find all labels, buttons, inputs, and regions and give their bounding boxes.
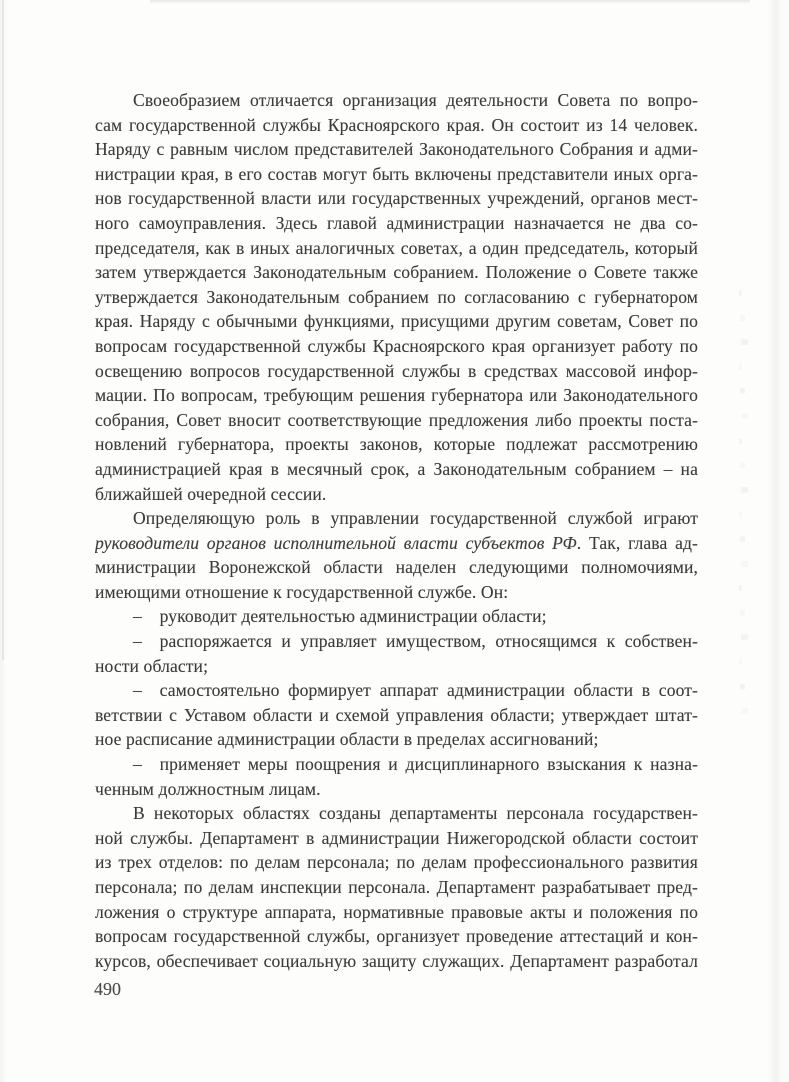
text-segment: председателя, как в иных аналогичных советах, а один председатель, который bbox=[95, 237, 698, 258]
scan-speckle bbox=[739, 511, 742, 517]
text-segment: из трех отделов: по делам персонала; по делам профессионального развития bbox=[95, 852, 698, 873]
scan-speckle bbox=[741, 708, 748, 714]
text-segment: курсов, обеспечивает социальную защиту служащих. Департамент разработал bbox=[95, 950, 698, 971]
text-line bbox=[95, 801, 698, 826]
text-line bbox=[95, 260, 698, 285]
text-line bbox=[95, 580, 698, 605]
text-line bbox=[95, 703, 698, 728]
text-line bbox=[95, 629, 698, 654]
scan-speckle bbox=[739, 290, 742, 296]
text-line bbox=[95, 432, 698, 457]
text-segment: мации. По вопросам, требующим решения губернатора или Законодательного bbox=[95, 385, 698, 406]
scan-speckle bbox=[739, 659, 742, 665]
scan-speckle bbox=[739, 585, 742, 591]
text-line bbox=[95, 457, 698, 482]
text-line bbox=[95, 211, 698, 236]
text-segment: сам государственной службы Красноярского края. Он состоит из 14 человек. bbox=[95, 114, 698, 135]
scan-speckle bbox=[739, 438, 742, 444]
text-line bbox=[95, 777, 698, 802]
text-line bbox=[95, 678, 698, 703]
text-segment: персонала; по делам инспекции персонала. Департамент разрабатывает пред- bbox=[95, 877, 698, 897]
text-line bbox=[95, 334, 698, 359]
text-segment: имеющими отношение к государственной службе. Он: bbox=[95, 581, 509, 602]
text-line bbox=[95, 88, 698, 113]
text-segment: . Так, глава ад- bbox=[576, 532, 698, 553]
text-line bbox=[95, 137, 698, 162]
text-line bbox=[95, 604, 698, 629]
text-line bbox=[95, 285, 698, 310]
text-segment: ности области; bbox=[95, 655, 209, 676]
text-line bbox=[95, 383, 698, 408]
text-line bbox=[95, 900, 698, 925]
text-segment: ложения о структуре аппарата, нормативные правовые акты и положения по bbox=[95, 901, 698, 922]
text-segment: утверждается Законодательным собранием по согласованию с губернатором bbox=[95, 286, 698, 307]
italic-text-segment: руководители органов исполнительной власти субъектов РФ bbox=[95, 532, 577, 553]
text-segment: – применяет меры поощрения и дисциплинарного взыскания к назна- bbox=[133, 754, 698, 775]
text-segment: Определяющую роль в управлении государственной службой играют bbox=[133, 508, 698, 529]
text-segment: – распоряжается и управляет имуществом, относящимся к собствен- bbox=[133, 631, 698, 652]
text-line bbox=[95, 359, 698, 384]
text-segment: вопросам государственной службы, организует проведение аттестаций и кон- bbox=[95, 926, 698, 947]
text-line bbox=[95, 555, 698, 580]
text-segment: освещению вопросов государственной службы в средствах массовой инфор- bbox=[95, 360, 698, 381]
text-segment: – самостоятельно формирует аппарат администрации области в соот- bbox=[133, 680, 698, 701]
page-number: 490 bbox=[94, 979, 121, 999]
text-segment: вопросам государственной службы Красноярского края организует работу по bbox=[95, 335, 698, 356]
text-segment: Наряду с равным числом представителей Законодательного Собрания и адми- bbox=[95, 139, 698, 160]
scan-speckle bbox=[740, 684, 745, 690]
scan-speckle bbox=[740, 315, 745, 321]
scan-speckle bbox=[740, 610, 745, 616]
scan-speckle bbox=[739, 364, 742, 370]
text-line bbox=[95, 654, 698, 679]
text-segment: нистрации края, в его состав могут быть включены представители иных орга- bbox=[95, 163, 698, 184]
scan-speckle bbox=[740, 536, 745, 542]
text-segment: нов государственной власти или государственных учреждений, органов мест- bbox=[95, 188, 698, 209]
page-edge-shadow bbox=[2, 0, 4, 660]
text-line bbox=[95, 949, 698, 974]
text-segment: В некоторых областях созданы департаменты персонала государствен- bbox=[133, 803, 698, 824]
text-segment: ной службы. Департамент в администрации Нижегородской области состоит bbox=[95, 827, 698, 848]
text-segment: администрацией края в месячный срок, а Законодательным собранием – на bbox=[95, 458, 698, 479]
text-segment: ветствии с Уставом области и схемой управления области; утверждает штат- bbox=[95, 704, 698, 725]
text-line bbox=[95, 924, 698, 949]
text-segment: ное расписание администрации области в пределах ассигнований; bbox=[95, 729, 599, 750]
text-segment: затем утверждается Законодательным собранием. Положение о Совете также bbox=[95, 262, 698, 283]
text-line bbox=[95, 162, 698, 187]
text-line bbox=[95, 531, 698, 556]
text-line bbox=[95, 482, 698, 507]
text-line bbox=[95, 875, 698, 900]
text-segment: новлений губернатора, проекты законов, которые подлежат рассмотрению bbox=[95, 434, 698, 455]
text-line bbox=[95, 506, 698, 531]
text-segment: – руководит деятельностью администрации области; bbox=[133, 606, 547, 627]
text-segment: ного самоуправления. Здесь главой администрации назначается не два со- bbox=[95, 212, 698, 233]
text-line bbox=[95, 236, 698, 261]
page-text bbox=[95, 88, 698, 973]
scan-speckle bbox=[740, 462, 745, 468]
scan-speckle bbox=[740, 388, 745, 394]
text-segment: ченным должностным лицам. bbox=[95, 778, 321, 799]
scan-speckle bbox=[741, 487, 748, 493]
text-line bbox=[95, 727, 698, 752]
text-line bbox=[95, 850, 698, 875]
text-segment: ближайшей очередной сессии. bbox=[95, 483, 327, 504]
scan-speckle bbox=[741, 561, 748, 567]
scan-speckle bbox=[741, 634, 748, 640]
text-line bbox=[95, 826, 698, 851]
text-segment: Своеобразием отличается организация деятельности Совета по вопро- bbox=[133, 90, 698, 110]
text-segment: министрации Воронежской области наделен следующими полномочиями, bbox=[95, 557, 698, 578]
text-line bbox=[95, 113, 698, 138]
scan-speckle bbox=[741, 413, 748, 419]
text-line bbox=[95, 752, 698, 777]
text-segment: края. Наряду с обычными функциями, присущими другим советам, Совет по bbox=[95, 311, 698, 332]
text-segment: собрания, Совет вносит соответствующие предложения либо проекты поста- bbox=[95, 409, 698, 430]
text-line bbox=[95, 309, 698, 334]
text-line bbox=[95, 186, 698, 211]
text-line bbox=[95, 408, 698, 433]
scan-speckle bbox=[741, 339, 748, 345]
